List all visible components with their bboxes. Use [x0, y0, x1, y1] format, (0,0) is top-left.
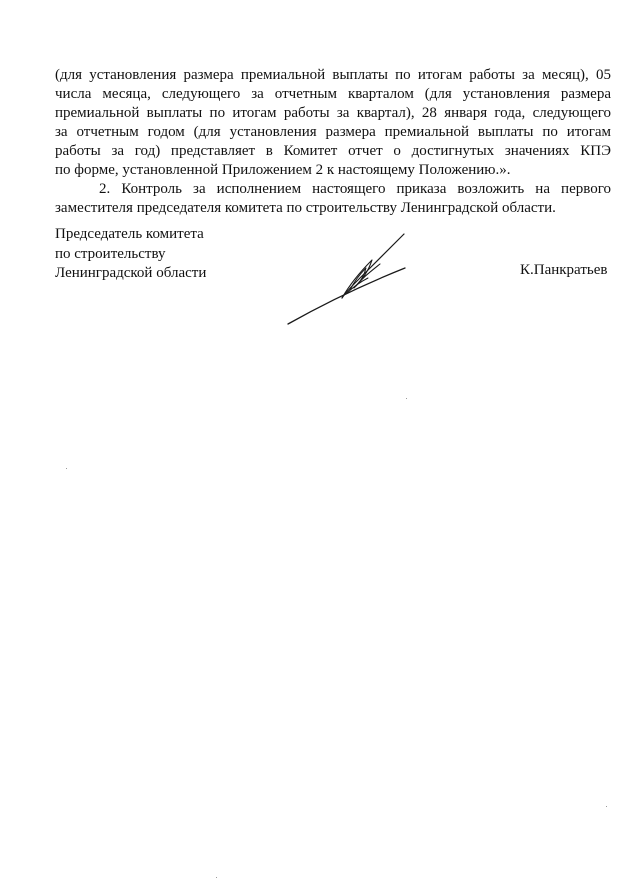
signer-position: [55, 225, 206, 284]
paragraph-2-line-2: заместителя председателя комитета по строительству Ленинградской области.: [55, 200, 556, 216]
signer-position-line-2: по строительству: [55, 245, 166, 262]
scan-speck: [66, 468, 67, 469]
scan-speck: [406, 398, 407, 399]
handwritten-signature-icon: [280, 228, 415, 328]
signer-position-line-3: Ленинградской области: [55, 265, 207, 281]
signer-name: К.Панкратьев: [520, 262, 608, 278]
scan-speck: [606, 806, 607, 807]
paragraph-1-line-4: за отчетным годом (для установления размера премиальной выплаты по итогам: [55, 124, 611, 140]
paragraph-2-line-1: 2. Контроль за исполнением настоящего приказа возложить на первого: [99, 181, 611, 197]
paragraph-1-line-5: работы за год) представляет в Комитет отчет о достигнутых значениях КПЭ: [55, 143, 611, 159]
paragraph-1-line-6: по форме, установленной Приложением 2 к настоящему Положению.».: [55, 162, 511, 178]
paragraph-1-line-2: числа месяца, следующего за отчетным кварталом (для установления размера: [55, 86, 611, 102]
signer-position-line-1: Председатель комитета: [55, 226, 204, 242]
paragraph-1-line-1: (для установления размера премиальной выплаты по итогам работы за месяц), 05: [55, 67, 611, 83]
paragraph-1-line-3: премиальной выплаты по итогам работы за квартал), 28 января года, следующего: [55, 105, 611, 121]
scan-speck: [216, 877, 217, 878]
